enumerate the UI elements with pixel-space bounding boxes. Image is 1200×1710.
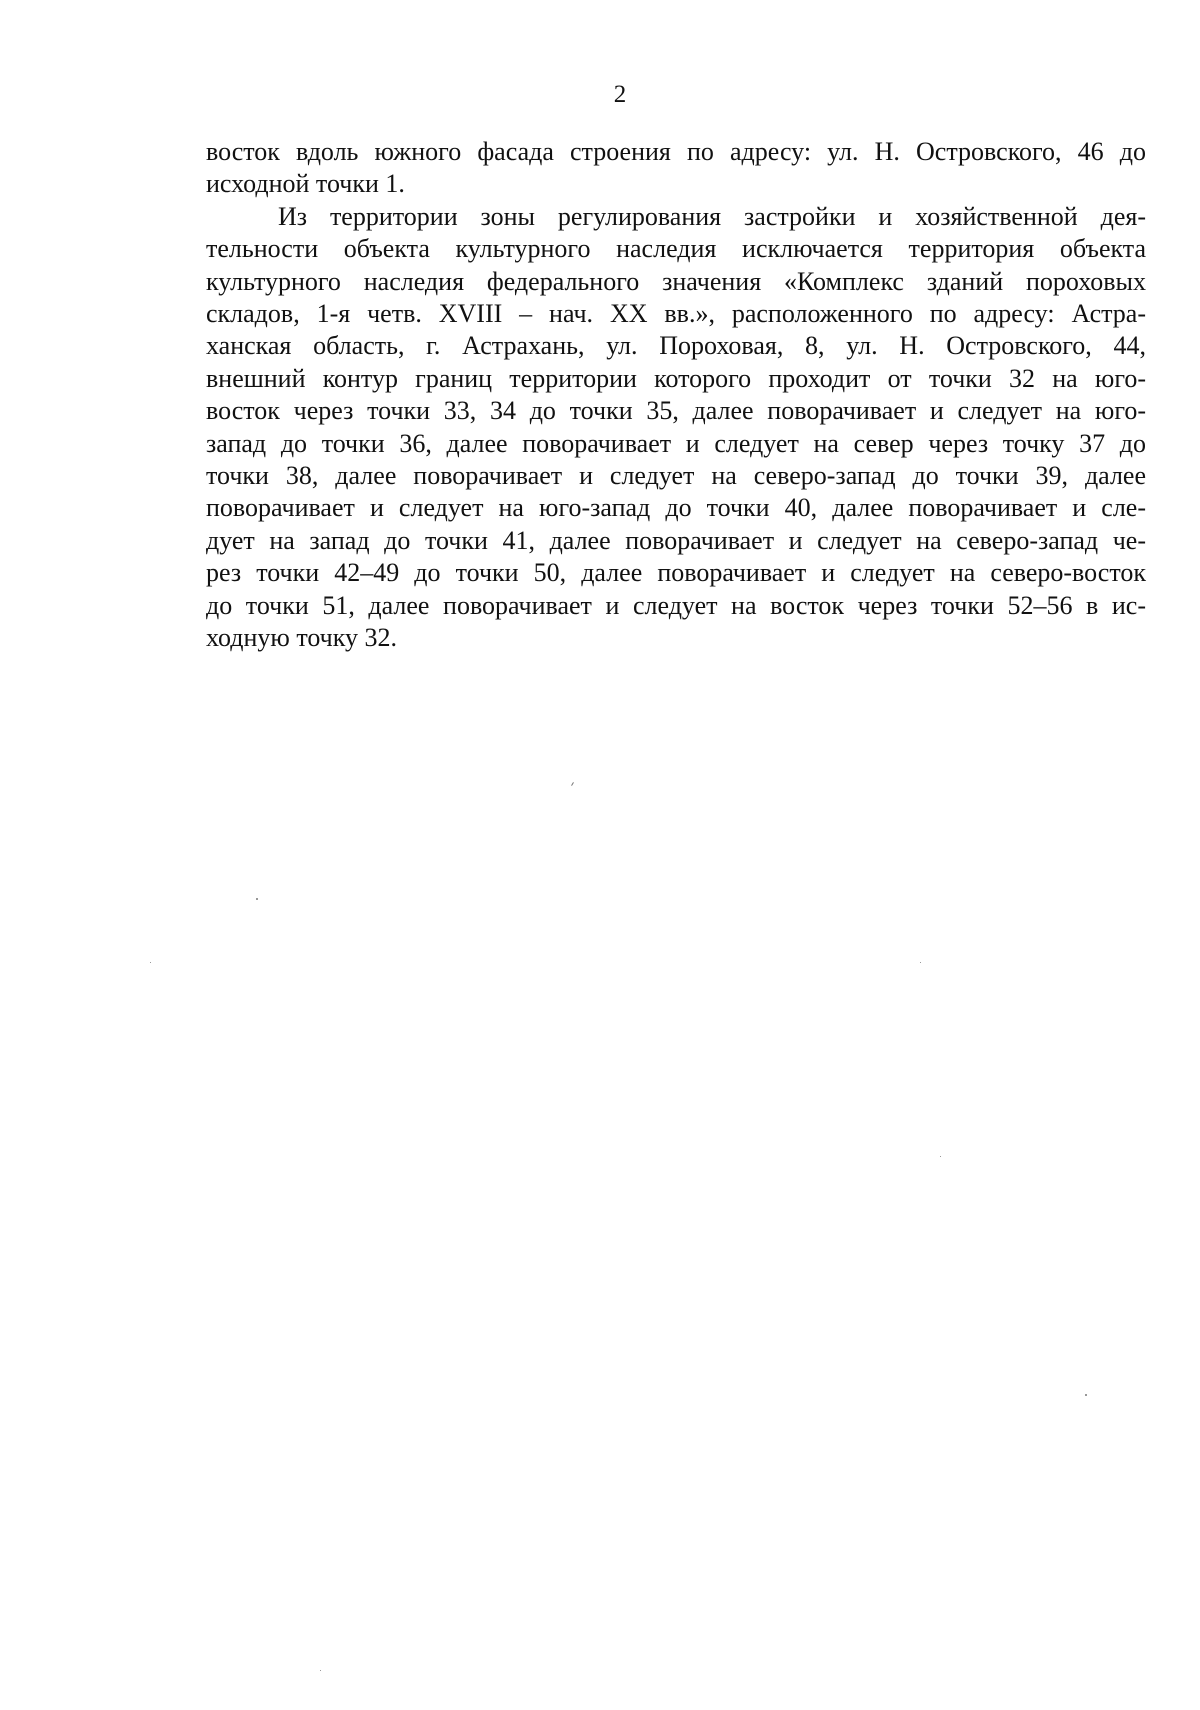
text-line: внешний контур границ территории которого проходит от точки 32 на юго- [206, 363, 1146, 393]
text-line: поворачивает и следует на юго-запад до точки 40, далее поворачивает и сле- [206, 493, 1146, 523]
text-line: ходную точку 32. [206, 623, 398, 653]
scan-speck [150, 962, 151, 963]
text-line: запад до точки 36, далее поворачивает и следует на север через точку 37 до [206, 428, 1146, 458]
text-line: ханская область, г. Астрахань, ул. Пороховая, 8, ул. Н. Островского, 44, [206, 331, 1146, 361]
text-line: восток через точки 33, 34 до точки 35, далее поворачивает и следует на юго- [206, 396, 1146, 426]
scan-speck [571, 782, 574, 786]
scan-speck [920, 962, 921, 963]
paragraph-continuation [206, 136, 1146, 201]
text-line: складов, 1-я четв. XVIII – нач. XX вв.», расположенного по адресу: Астра- [206, 299, 1146, 329]
page-number: 2 [613, 81, 627, 108]
scan-speck [1085, 1394, 1087, 1396]
scan-speck [256, 898, 258, 900]
paragraph-exclusion [206, 201, 1146, 655]
text-line: исходной точки 1. [206, 169, 405, 199]
text-line: до точки 51, далее поворачивает и следует на восток через точки 52–56 в ис- [206, 590, 1146, 620]
text-line: точки 38, далее поворачивает и следует на северо-запад до точки 39, далее [206, 461, 1146, 491]
text-line: Из территории зоны регулирования застройки и хозяйственной дея- [278, 201, 1146, 231]
text-line: тельности объекта культурного наследия исключается территория объекта [206, 234, 1146, 264]
text-line: культурного наследия федерального значения «Комплекс зданий пороховых [206, 266, 1146, 296]
text-line: рез точки 42–49 до точки 50, далее поворачивает и следует на северо-восток [206, 558, 1146, 588]
document-body [206, 136, 1146, 655]
scan-speck [940, 1156, 941, 1157]
text-line: дует на запад до точки 41, далее поворачивает и следует на северо-запад че- [206, 525, 1146, 555]
scan-speck [320, 1670, 321, 1671]
text-line: восток вдоль южного фасада строения по адресу: ул. Н. Островского, 46 до [206, 137, 1146, 166]
